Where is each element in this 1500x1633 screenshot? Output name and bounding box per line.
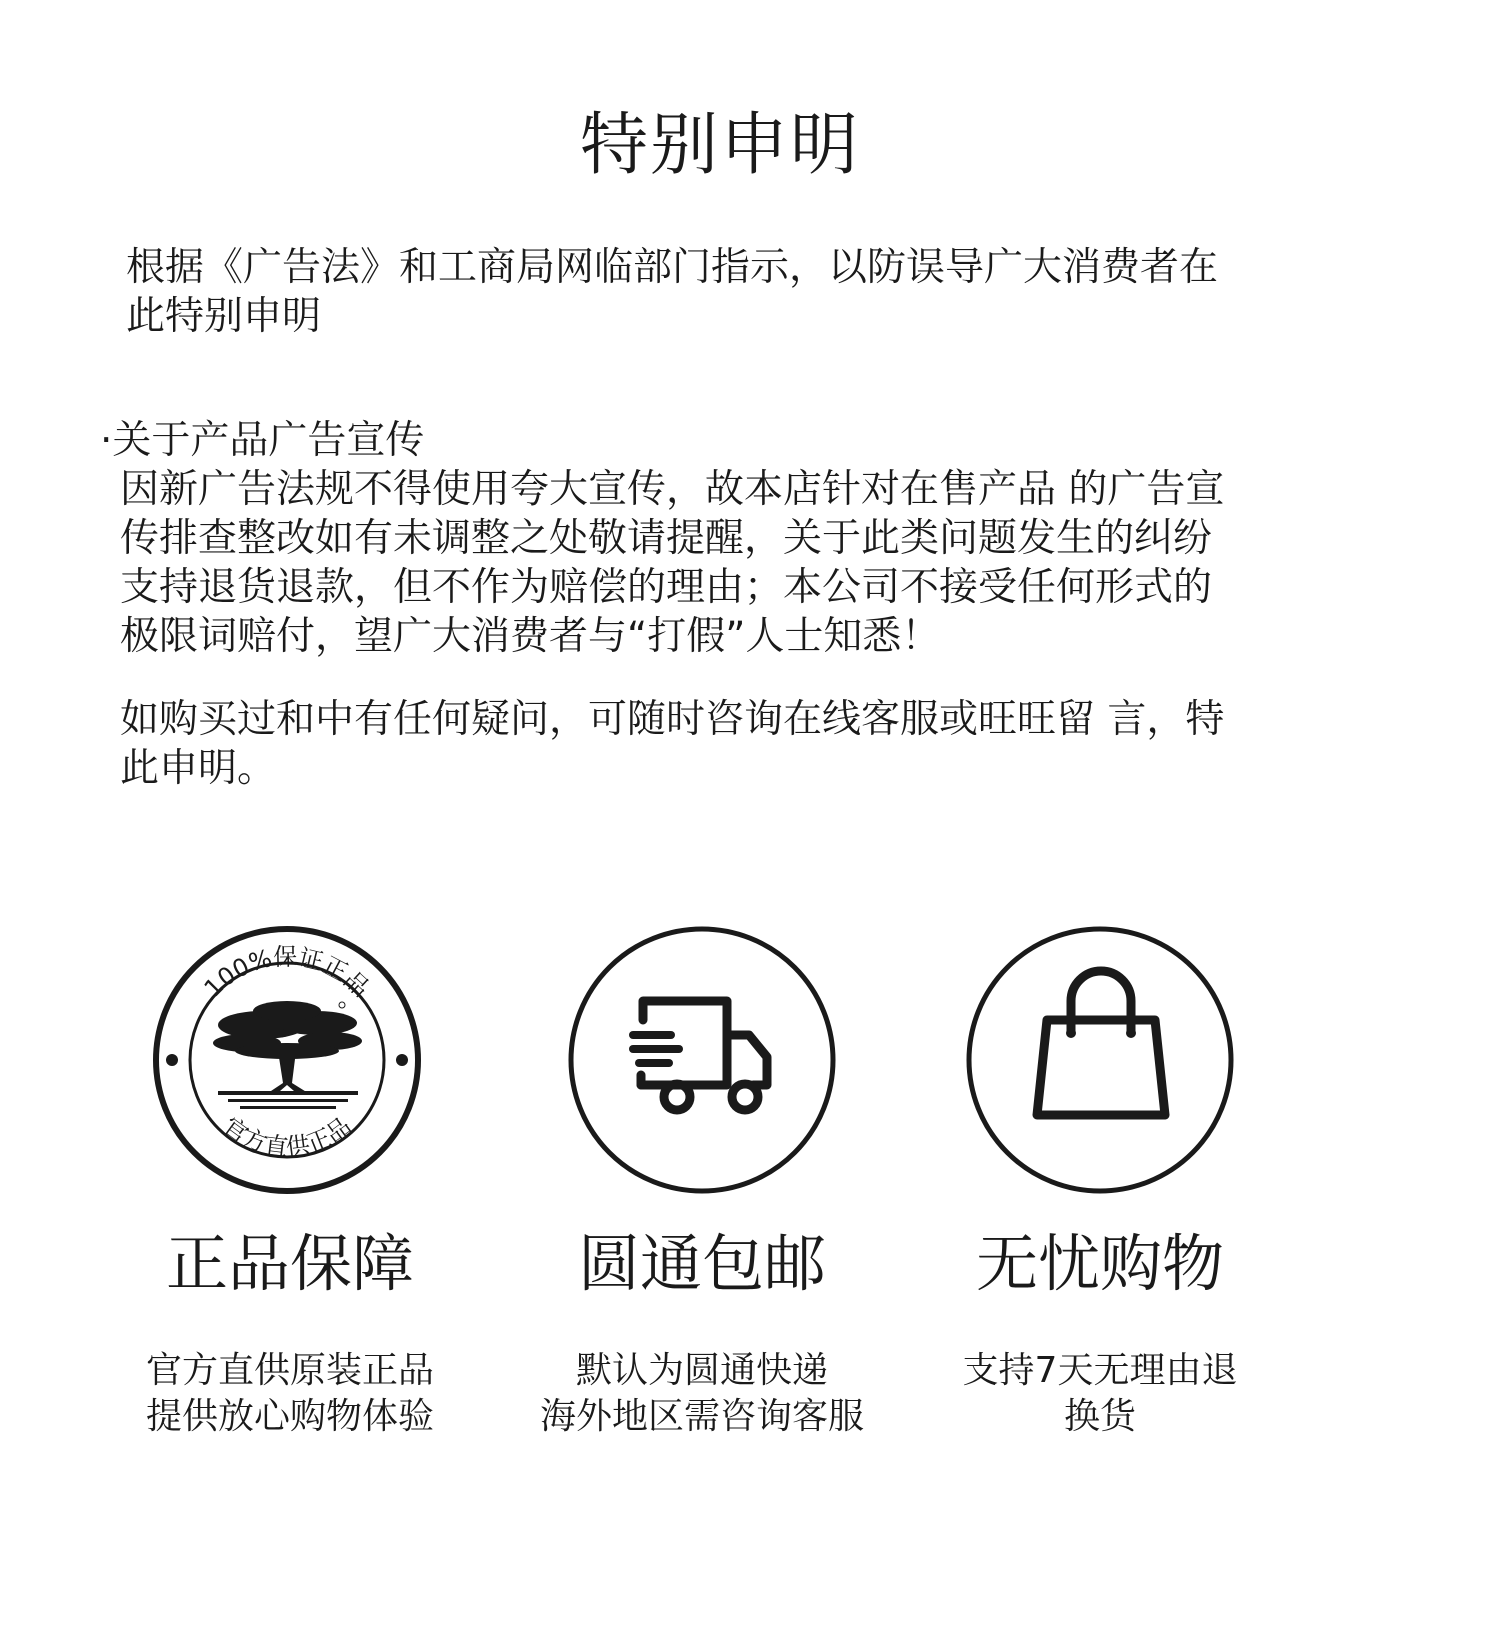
section-heading: ·关于产品广告宣传 xyxy=(100,418,425,463)
seal-top-text: 100%保证正品 xyxy=(198,942,375,1003)
intro-line: 此特别申明 xyxy=(126,294,322,339)
shopping-bag-icon xyxy=(965,925,1235,1195)
section-line: 支持退货退款，但不作为赔偿的理由；本公司不接受任何形式的 xyxy=(120,565,1213,610)
intro-paragraph xyxy=(126,243,1218,341)
page-title: 特别申明 xyxy=(579,106,860,185)
feature-title: 圆通包邮 xyxy=(577,1227,826,1300)
feature-desc-line: 提供放心购物体验 xyxy=(145,1396,434,1437)
feature-description xyxy=(890,1348,1310,1440)
feature-desc-line: 官方直供原装正品 xyxy=(145,1350,434,1391)
feature-desc-line: 海外地区需咨询客服 xyxy=(539,1396,864,1437)
seal-bottom-text: 官方直供正品 xyxy=(217,1111,357,1162)
closing-line: 此申明。 xyxy=(120,746,277,791)
ad-notice-section xyxy=(100,416,1224,661)
section-line: 传排查整改如有未调整之处敬请提醒，关于此类问题发生的纠纷 xyxy=(120,516,1213,561)
closing-paragraph xyxy=(120,695,1224,793)
closing-line: 如购买过和中有任何疑问，可随时咨询在线客服或旺旺留 言，特 xyxy=(120,697,1225,742)
intro-line: 根据《广告法》和工商局网临部门指示，以防误导广大消费者在 xyxy=(126,245,1219,290)
feature-desc-line: 换货 xyxy=(1063,1396,1136,1437)
tree-icon xyxy=(213,1001,362,1109)
feature-title: 无忧购物 xyxy=(975,1227,1224,1300)
section-line: 极限词赔付，望广大消费者与“打假”人士知悉！ xyxy=(120,614,941,659)
feature-desc-line: 支持7天无理由退 xyxy=(962,1350,1238,1391)
section-line: 因新广告法规不得使用夸大宣传，故本店针对在售产品 的广告宣 xyxy=(120,467,1225,512)
delivery-truck-icon xyxy=(567,925,837,1195)
feature-description xyxy=(492,1348,912,1440)
feature-desc-line: 默认为圆通快递 xyxy=(575,1350,828,1391)
feature-title: 正品保障 xyxy=(165,1227,414,1300)
feature-description xyxy=(80,1348,500,1440)
authentic-seal-icon xyxy=(152,925,422,1195)
